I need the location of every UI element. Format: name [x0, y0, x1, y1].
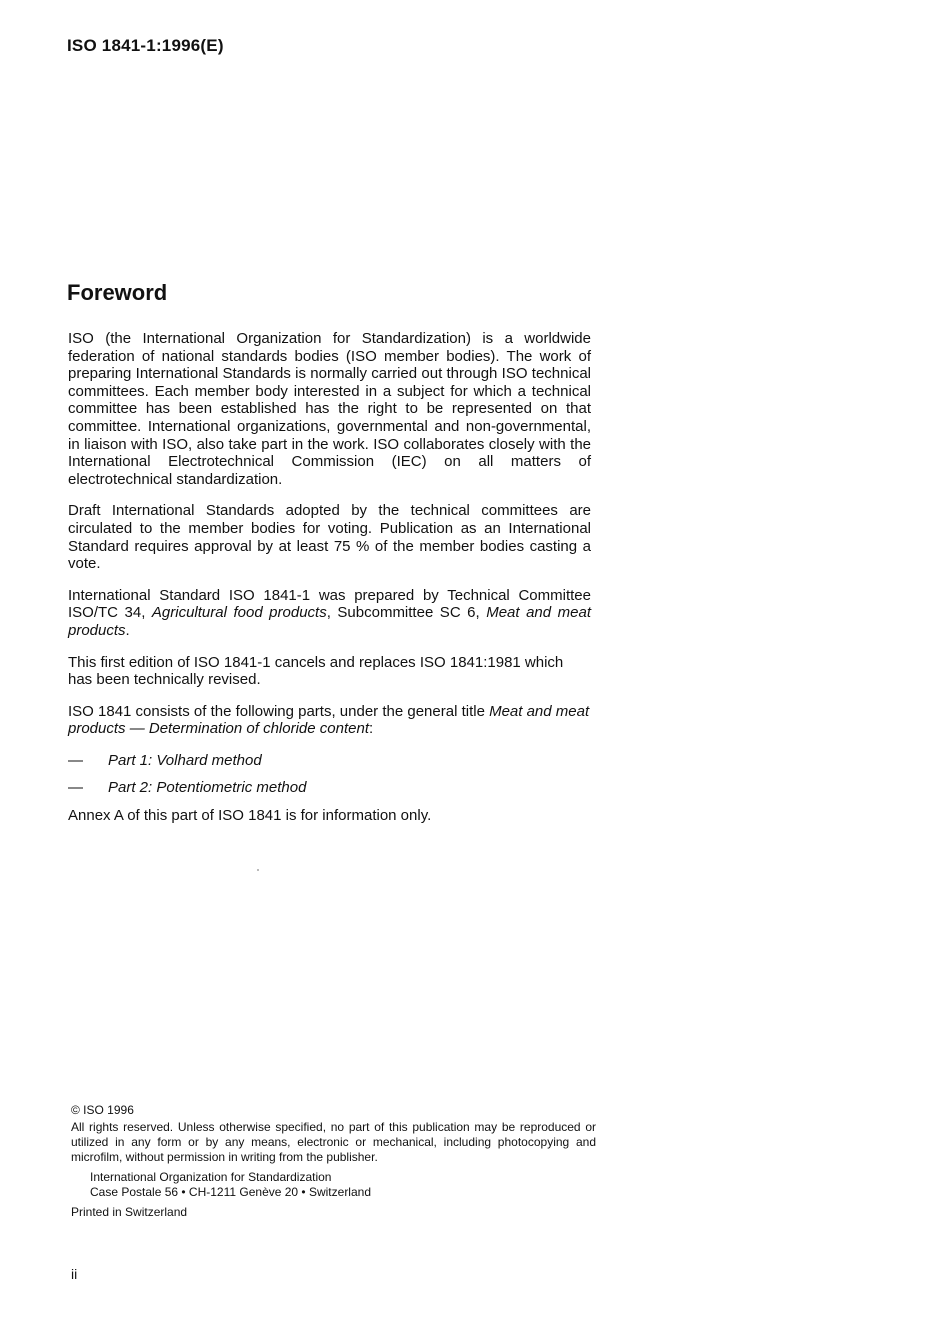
committee-text: International Standard ISO 1841-1 was prepared by Technical Committee ISO/TC 34, [68, 586, 591, 622]
parts-intro-text: ISO 1841 consists of the following parts, under the general title [68, 702, 490, 720]
foreword-paragraph-drafts: Draft International Standards adopted by the technical committees are circulated to the member bodies for voting. Publication as an International Standard requires approval by at least 75 % of the member bodies casting a vote. [68, 502, 591, 573]
foreword-paragraph-edition: This first edition of ISO 1841-1 cancels and replaces ISO 1841:1981 which has been technically revised. [68, 653, 564, 689]
scan-speck [257, 869, 259, 871]
foreword-title: Foreword [67, 280, 168, 305]
page-number: ii [71, 1266, 78, 1282]
document-id-header: ISO 1841-1:1996(E) [67, 36, 224, 55]
list-dash: — [68, 751, 83, 769]
foreword-paragraph-parts [68, 703, 591, 738]
organization-name: International Organization for Standardization [90, 1170, 332, 1184]
organization-address: Case Postale 56 • CH-1211 Genève 20 • Switzerland [90, 1185, 371, 1199]
part-2-label: Part 2: Potentiometric method [108, 779, 307, 797]
subcommittee-text: , Subcommittee SC 6, [326, 604, 487, 622]
subcommittee-name: Meat and meat products [68, 604, 591, 639]
committee-name: Agricultural food products [151, 604, 327, 622]
foreword-paragraph-iso: ISO (the International Organization for Standardization) is a worldwide federation of national standards bodies (ISO member bodies). The work of preparing International Standards is normally carried out through ISO technical committees. Each member body interested in a subject for which a technical committee has been established has the right to be represented on that committee. International organizations, governmental and non-governmental, in liaison with ISO, also take part in the work. ISO collaborates closely with the International Electrotechnical Commission (IEC) on all matters of electrotechnical standardization. [68, 330, 591, 488]
printed-in: Printed in Switzerland [71, 1205, 188, 1219]
foreword-body [68, 330, 591, 839]
general-title: Meat and meat products — Determination of chloride content [68, 702, 590, 738]
foreword-paragraph-annex: Annex A of this part of ISO 1841 is for information only. [68, 807, 432, 825]
rights-statement: All rights reserved. Unless otherwise specified, no part of this publication may be reproduced or utilized in any form or by any means, electronic or mechanical, including photocopying and microfilm, without permission in writing from the publisher. [71, 1120, 596, 1164]
part-1-label: Part 1: Volhard method [108, 751, 262, 769]
foreword-paragraph-committee [68, 587, 591, 640]
list-item [68, 779, 591, 797]
parts-colon: : [369, 720, 374, 738]
list-dash: — [68, 779, 83, 797]
copyright-line: © ISO 1996 [71, 1103, 134, 1117]
copyright-block [71, 1103, 596, 1220]
list-item [68, 752, 591, 770]
committee-period: . [125, 621, 130, 639]
